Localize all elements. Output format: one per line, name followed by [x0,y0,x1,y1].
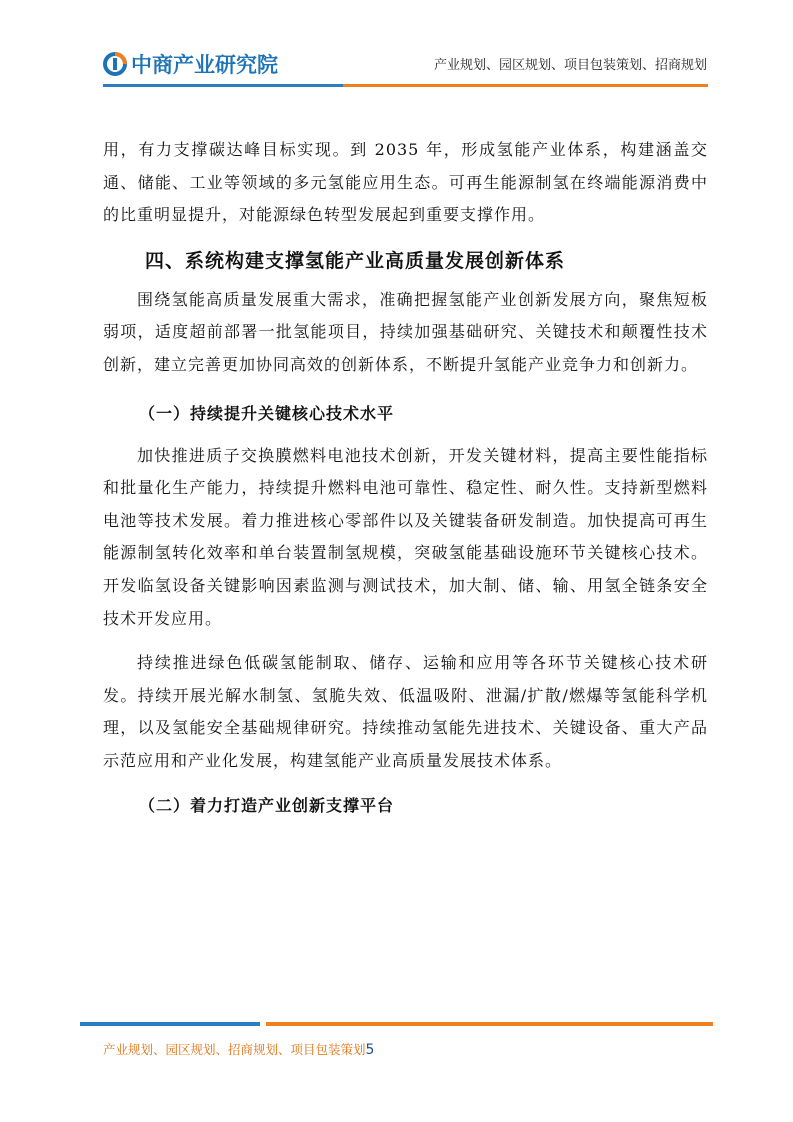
page-number: 5 [365,1042,375,1058]
paragraph-continued: 用，有力支撑碳达峰目标实现。到 2035 年，形成氢能产业体系，构建涵盖交通、储能、工业等领域的多元氢能应用生态。可再生能源制氢在终端能源消费中的比重明显提升，对能源绿色转型发展起到重要支撑作用。 [103,140,708,225]
document-body [103,134,708,826]
section-heading: 四、系统构建支撑氢能产业高质量发展创新体系 [145,249,566,272]
subsection-heading-2: （二）着力打造产业创新支撑平台 [139,795,395,815]
subsection-1-paragraph-2: 持续推进绿色低碳氢能制取、储存、运输和应用等各环节关键核心技术研发。持续开展光解水制氢、氢脆失效、低温吸附、泄漏/扩散/燃爆等氢能科学机理，以及氢能安全基础规律研究。持续推动氢能先进技术、关键设备、重大产品示范应用和产业化发展，构建氢能产业高质量发展技术体系。 [103,653,708,770]
footer-divider-blue [80,1022,260,1026]
footer-tagline: 产业规划、园区规划、招商规划、项目包装策划 [103,1042,366,1057]
page-footer [103,1040,374,1058]
header-tagline: 产业规划、园区规划、项目包装策划、招商规划 [433,58,707,73]
page-header [0,0,793,90]
footer-divider [80,1022,713,1026]
footer-divider-orange [266,1022,713,1026]
logo-text: 中商产业研究院 [131,53,278,77]
header-divider-orange [343,84,708,87]
company-logo [103,50,278,78]
header-divider-blue [103,84,343,87]
subsection-1-paragraph-1: 加快推进质子交换膜燃料电池技术创新，开发关键材料，提高主要性能指标和批量化生产能力，持续提升燃料电池可靠性、稳定性、耐久性。支持新型燃料电池等技术发展。着力推进核心零部件以及关键装备研发制造。加快提高可再生能源制氢转化效率和单台装置制氢规模，突破氢能基础设施环节关键核心技术。开发临氢设备关键影响因素监测与测试技术，加大制、储、输、用氢全链条安全技术开发应用。 [103,445,708,628]
subsection-heading-1: （一）持续提升关键核心技术水平 [139,403,395,423]
logo-icon [103,52,127,76]
section-intro-paragraph: 围绕氢能高质量发展重大需求，准确把握氢能产业创新发展方向，聚焦短板弱项，适度超前部署一批氢能项目，持续加强基础研究、关键技术和颠覆性技术创新，建立完善更加协同高效的创新体系，不断提升氢能产业竞争力和创新力。 [103,289,708,374]
header-divider [103,84,708,87]
